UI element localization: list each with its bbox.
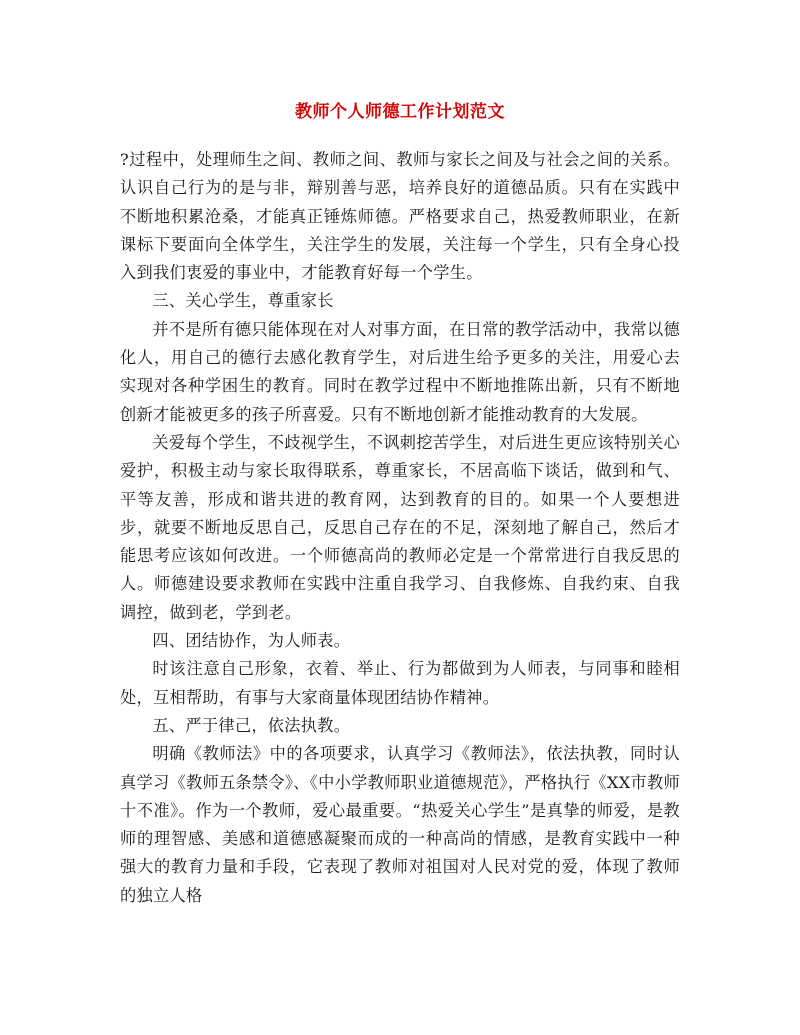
document-title: 教师个人师德工作计划范文 <box>295 102 505 122</box>
document-page <box>120 100 680 910</box>
section-heading-4: 四、团结协作，为人师表。 <box>152 631 351 651</box>
body-paragraph: 时该注意自己形象，衣着、举止、行为都做到为人师表，与同事和睦相处，互相帮助，有事与大家商量体现团结协作精神。 <box>120 659 680 707</box>
section-heading-5: 五、严于律己，依法执教。 <box>152 715 351 735</box>
section-heading-3: 三、关心学生，尊重家长 <box>152 291 334 311</box>
body-paragraph: ?过程中，处理师生之间、教师之间、教师与家长之间及与社会之间的关系。认识自己行为的是与非，辩别善与恶，培养良好的道德品质。只有在实践中不断地积累沧桑，才能真正锤炼师德。严格要求自己，热爱教师职业，在新课标下要面向全体学生，关注学生的发展，关注每一个学生，只有全身心投入到我们衷爱的事业中，才能教育好每一个学生。 <box>120 150 680 283</box>
body-paragraph: 明确《教师法》中的各项要求，认真学习《教师法》，依法执教，同时认真学习《教师五条禁令》、《中小学教师职业道德规范》，严格执行《XX市教师十不准》。作为一个教师，爱心最重要。“热爱关心学生”是真挚的师爱，是教师的理智感、美感和道德感凝聚而成的一种高尚的情感，是教育实践中一种强大的教育力量和手段，它表现了教师对祖国对人民对党的爱，体现了教师的独立人格 <box>120 744 680 905</box>
body-paragraph: 并不是所有德只能体现在对人对事方面，在日常的教学活动中，我常以德化人，用自己的德行去感化教育学生，对后进生给予更多的关注，用爱心去实现对各种学困生的教育。同时在教学过程中不断地推陈出新，只有不断地创新才能被更多的孩子所喜爱。只有不断地创新才能推动教育的大发展。 <box>120 319 680 424</box>
body-paragraph: 关爱每个学生，不歧视学生，不讽刺挖苦学生，对后进生更应该特别关心爱护，积极主动与家长取得联系，尊重家长，不居高临下谈话，做到和气、平等友善，形成和谐共进的教育网，达到教育的目的。如果一个人要想进步，就要不断地反思自己，反思自己存在的不足，深刻地了解自己，然后才能思考应该如何改进。一个师德高尚的教师必定是一个常常进行自我反思的人。师德建设要求教师在实践中注重自我学习、自我修炼、自我约束、自我调控，做到老，学到老。 <box>120 432 680 622</box>
